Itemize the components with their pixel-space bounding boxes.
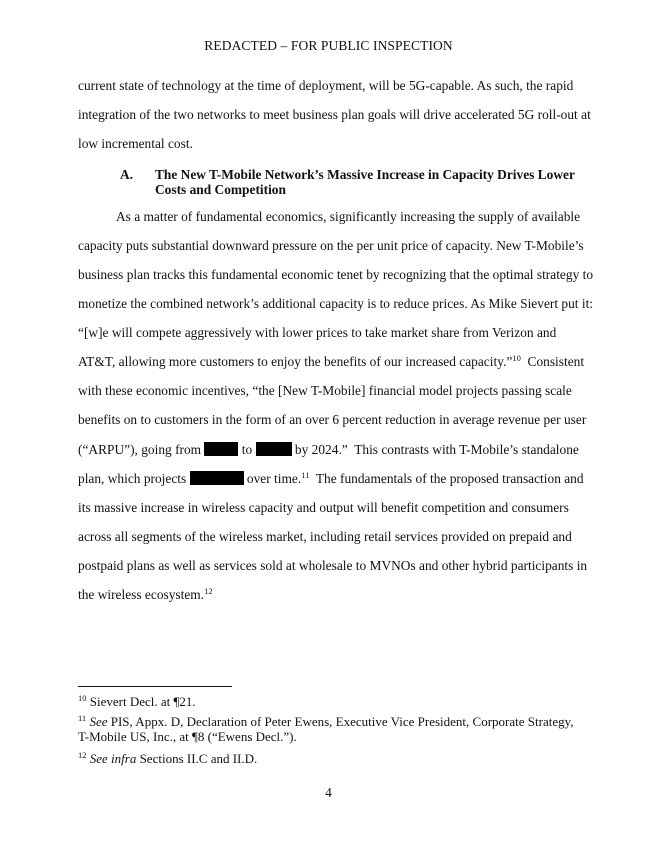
footnote-ref: 10 <box>512 353 521 363</box>
body-line: across all segments of the wireless market, including retail services provided on prepaid and <box>78 529 572 544</box>
footnote-signal: See <box>89 714 108 729</box>
body-line: with these economic incentives, “the [New T-Mobile] financial model projects passing scale <box>78 383 572 398</box>
footnote-ref: 12 <box>204 586 213 596</box>
text-span: Consistent <box>520 354 585 369</box>
footnote <box>78 694 578 709</box>
body-line <box>78 354 584 370</box>
section-heading <box>120 167 600 199</box>
text-span: over time. <box>243 471 302 486</box>
body-line: benefits on to customers in the form of an over 6 percent reduction in average revenue per user <box>78 412 587 427</box>
footnote <box>78 751 578 766</box>
footnote-text: Sections II.C and II.D. <box>136 751 258 766</box>
footnote-ref: 11 <box>301 470 310 480</box>
text-span: (“ARPU”), going from <box>78 442 205 457</box>
text-span: The fundamentals of the proposed transaction and <box>309 471 584 486</box>
section-letter: A. <box>120 167 134 182</box>
body-line: integration of the two networks to meet business plan goals will drive accelerated 5G roll-out at <box>78 107 591 122</box>
body-line: capacity puts substantial downward pressure on the per unit price of capacity. New T-Mobile’s <box>78 238 584 253</box>
text-span: the wireless ecosystem. <box>78 587 205 602</box>
body-line: “[w]e will compete aggressively with lower prices to take market share from Verizon and <box>78 325 557 340</box>
footnote-number: 10 <box>78 693 87 703</box>
text-span: by 2024.” This contrasts with T-Mobile’s standalone <box>291 442 579 457</box>
text-span: AT&T, allowing more customers to enjoy the benefits of our increased capacity.” <box>78 354 513 369</box>
section-title: The New T-Mobile Network’s Massive Increase in Capacity Drives Lower Costs and Competition <box>155 167 575 197</box>
footnote-text: PIS, Appx. D, Declaration of Peter Ewens, Executive Vice President, Corporate Strategy, T-Mobile US, Inc., at ¶8 (“Ewens Decl.”). <box>78 714 577 744</box>
body-line: monetize the combined network’s additional capacity is to reduce prices. As Mike Sievert put it: <box>78 296 594 311</box>
redaction-box <box>204 442 238 456</box>
redaction-box <box>190 471 244 485</box>
text-span: to <box>238 442 256 457</box>
body-line <box>78 442 579 458</box>
redaction-header: REDACTED – FOR PUBLIC INSPECTION <box>204 38 453 53</box>
body-line <box>78 587 213 603</box>
footnote-number: 11 <box>78 713 87 723</box>
footnote <box>78 714 578 744</box>
body-line: business plan tracks this fundamental economic tenet by recognizing that the optimal strategy to <box>78 267 594 282</box>
body-line: As a matter of fundamental economics, significantly increasing the supply of available <box>116 209 581 224</box>
footnote-text: Sievert Decl. at ¶21. <box>89 694 196 709</box>
footnote-number: 12 <box>78 750 87 760</box>
body-line: its massive increase in wireless capacity and output will benefit competition and consumers <box>78 500 569 515</box>
footnote-separator <box>78 686 232 687</box>
body-line: current state of technology at the time of deployment, will be 5G-capable. As such, the rapid <box>78 78 574 93</box>
body-line: postpaid plans as well as services sold at wholesale to MVNOs and other hybrid participants in <box>78 558 588 573</box>
text-span: plan, which projects <box>78 471 190 486</box>
body-line: low incremental cost. <box>78 136 193 151</box>
footnote-signal: See infra <box>89 751 137 766</box>
page-number: 4 <box>325 785 332 800</box>
redaction-box <box>256 442 292 456</box>
body-line <box>78 471 584 487</box>
